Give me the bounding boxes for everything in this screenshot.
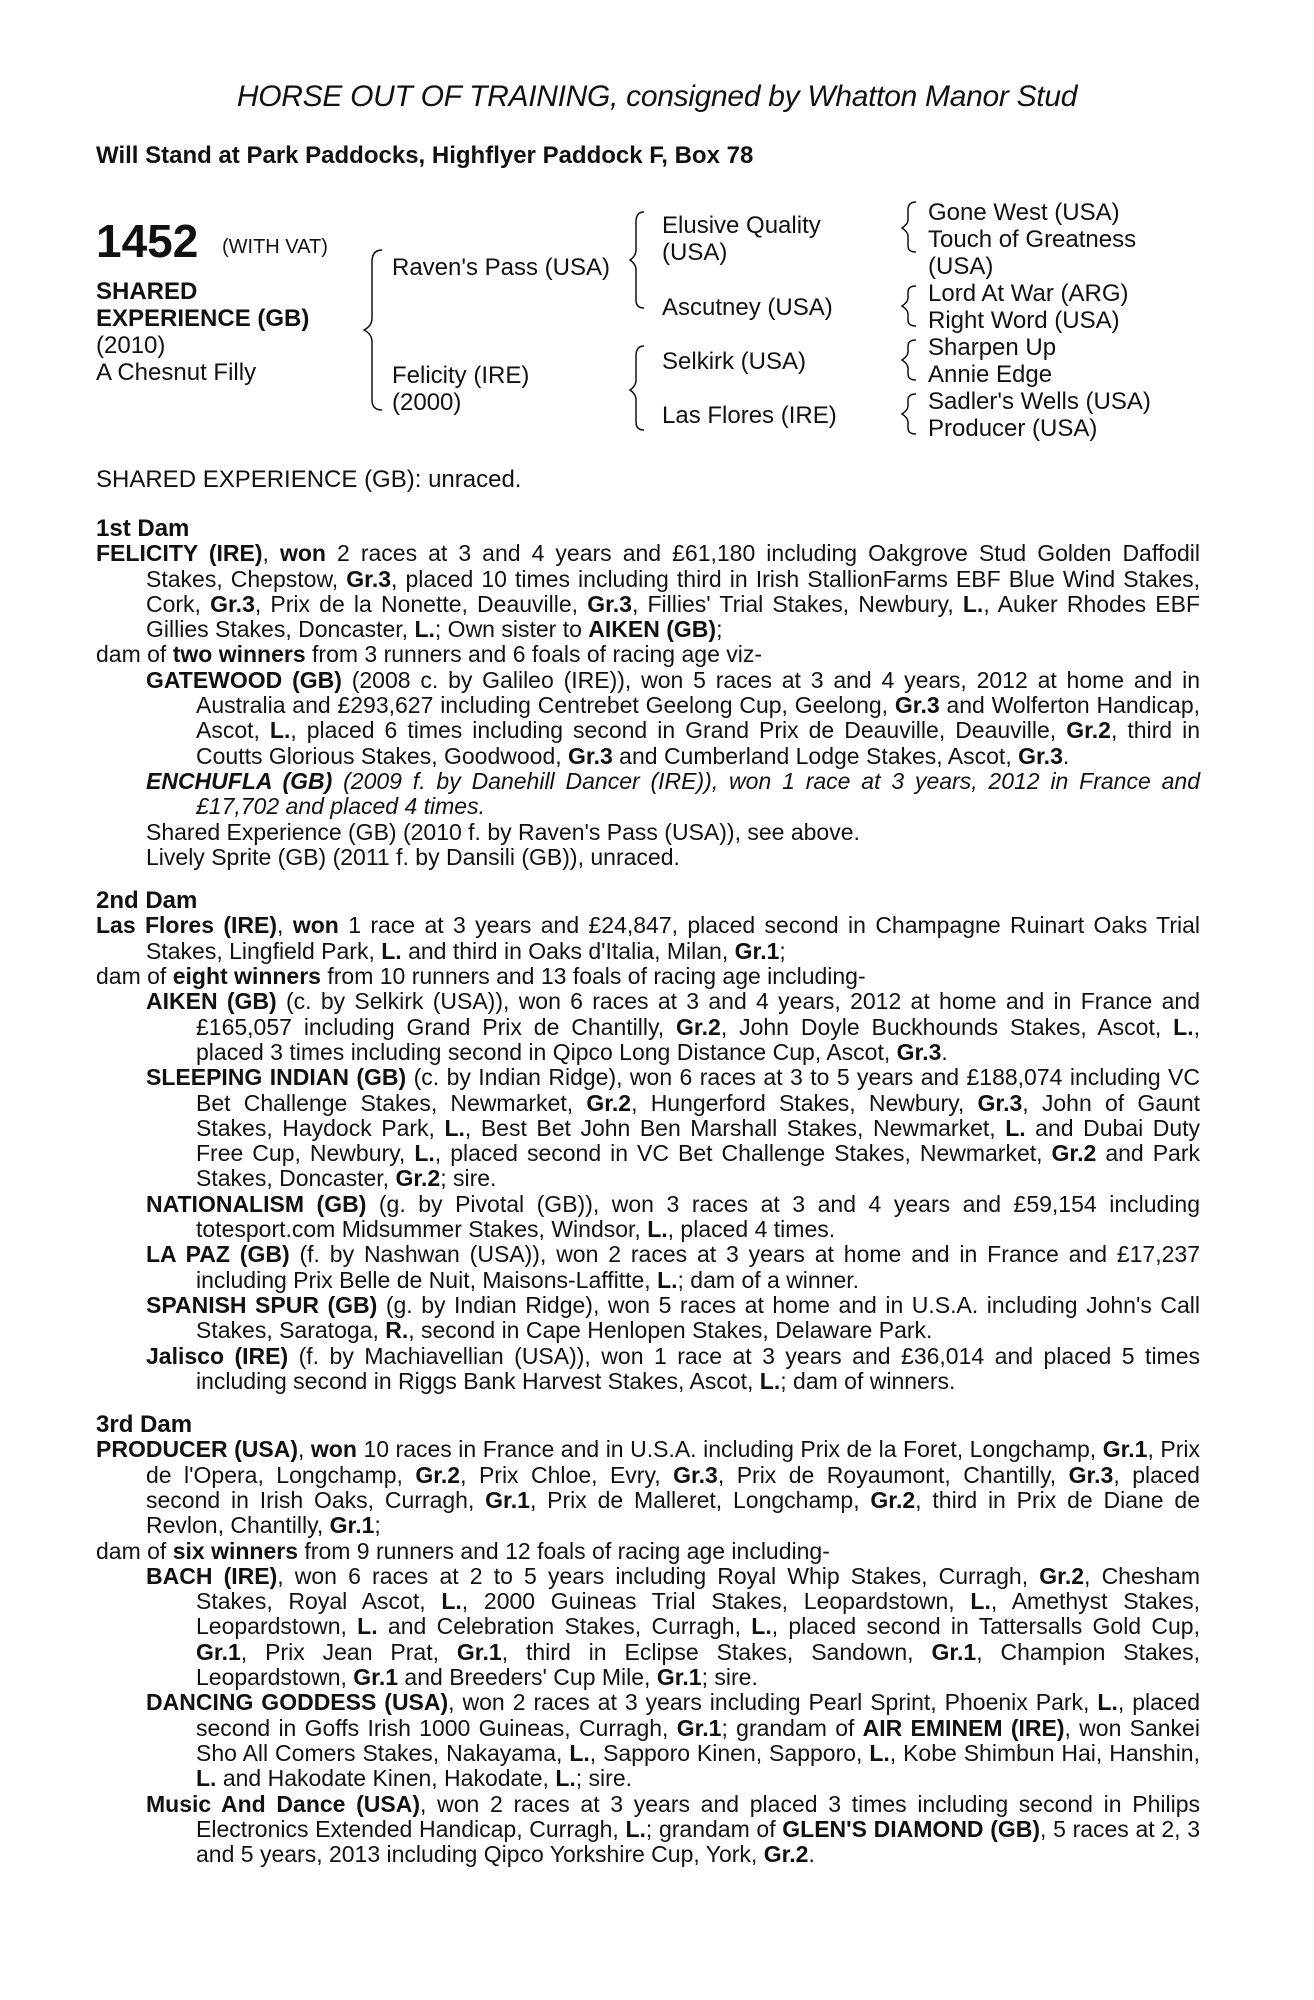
- dam3-heading: 3rd Dam: [96, 1411, 193, 1439]
- dam3-won: won: [310, 1436, 357, 1463]
- dam1-name: FELICITY (IRE): [96, 540, 263, 567]
- dam2-dam-of: dam of: [96, 963, 167, 990]
- bracket-gen1: [364, 250, 382, 410]
- gen3-4: Right Word (USA): [928, 307, 1120, 334]
- dam1-dam-of: dam of: [96, 641, 167, 668]
- dam-sire: Selkirk (USA): [662, 348, 807, 375]
- dam3-record: PRODUCER (USA), won 10 races in France and in U.S.A. including Prix de la Foret, Longchamp, Gr.1, Prix de l'Opera, Longchamp, Gr.2, Prix Chloe, Evry, Gr.3, Prix de Royaumont, Chantilly, Gr.3, placed second in Irish Oaks, Curragh, Gr.1, Prix de Malleret, Longchamp, Gr.2, third in Prix de Diane de Revlon, Chantilly, Gr.1;: [96, 1436, 1200, 1539]
- dam3-winners: six winners: [172, 1537, 298, 1564]
- dam1-produce-4: Lively Sprite (GB) (2011 f. by Dansili (GB)), unraced.: [146, 843, 680, 870]
- dam-name: Felicity (IRE): [392, 362, 530, 389]
- bracket-g1: [902, 202, 916, 252]
- gen3-5: Sharpen Up: [928, 334, 1057, 361]
- dam3-text: 10 races in France and in U.S.A. including Prix de la Foret, Longchamp, Gr.1, Prix de l'Opera, Longchamp, Gr.2, Prix Chloe, Evry, Gr.3, Prix de Royaumont, Chantilly, Gr.3, placed second in Irish Oaks, Curragh, Gr.1, Prix de Malleret, Longchamp, Gr.2, third in Prix de Diane de Revlon, Chantilly, Gr.1;: [146, 1436, 1200, 1539]
- dam3-produce-2: DANCING GODDESS (USA), won 2 races at 3 years including Pearl Sprint, Phoenix Park, L., placed second in Goffs Irish 1000 Guineas, Curragh, Gr.1; grandam of AIR EMINEM (IRE), won Sankei Sho All Comers Stakes, Nakayama, L., Sapporo Kinen, Sapporo, L., Kobe Shimbun Hai, Hanshin, L. and Hakodate Kinen, Hakodate, L.; sire.: [146, 1689, 1200, 1792]
- dam1-text: 2 races at 3 and 4 years and £61,180 including Oakgrove Stud Golden Daffodil Stakes, Chepstow, Gr.3, placed 10 times including third in Irish StallionFarms EBF Blue Wind Stakes, Cork, Gr.3, Prix de la Nonette, Deauville, Gr.3, Fillies' Trial Stakes, Newbury, L., Auker Rhodes EBF Gillies Stakes, Doncaster, L.; Own sister to AIKEN (GB);: [146, 540, 1201, 643]
- bracket-dam: [630, 346, 644, 430]
- dam1-produce-summary: [96, 642, 1200, 667]
- dam2-produce-2: SLEEPING INDIAN (GB) (c. by Indian Ridge), won 6 races at 3 to 5 years and £188,074 including VC Bet Challenge Stakes, Newmarket, Gr.2, Hungerford Stakes, Newbury, Gr.3, John of Gaunt Stakes, Haydock Park, L., Best Bet John Ben Marshall Stakes, Newmarket, L. and Dubai Duty Free Cup, Newbury, L., placed second in VC Bet Challenge Stakes, Newmarket, Gr.2 and Park Stakes, Doncaster, Gr.2; sire.: [146, 1064, 1201, 1192]
- gen3-6: Annie Edge: [928, 361, 1053, 388]
- dam3-produce-3: Music And Dance (USA), won 2 races at 3 years and placed 3 times including second in Philips Electronics Extended Handicap, Curragh, L.; grandam of GLEN'S DIAMOND (GB), 5 races at 2, 3 and 5 years, 2013 including Qipco Yorkshire Cup, York, Gr.2.: [146, 1790, 1201, 1868]
- dam1-record: FELICITY (IRE), won 2 races at 3 and 4 years and £61,180 including Oakgrove Stud Golden Daffodil Stakes, Chepstow, Gr.3, placed 10 times including third in Irish StallionFarms EBF Blue Wind Stakes, Cork, Gr.3, Prix de la Nonette, Deauville, Gr.3, Fillies' Trial Stakes, Newbury, L., Auker Rhodes EBF Gillies Stakes, Doncaster, L.; Own sister to AIKEN (GB);: [96, 540, 1201, 643]
- catalogue-body: [96, 516, 1200, 1867]
- gen3-2: Touch of Greatness: [928, 226, 1137, 253]
- dam3-produce-1: BACH (IRE), won 6 races at 2 to 5 years including Royal Whip Stakes, Curragh, Gr.2, Chesham Stakes, Royal Ascot, L., 2000 Guineas Trial Stakes, Leopardstown, L., Amethyst Stakes, Leopardstown, L. and Celebration Stakes, Curragh, L., placed second in Tattersalls Gold Cup, Gr.1, Prix Jean Prat, Gr.1, third in Eclipse Stakes, Sandown, Gr.1, Champion Stakes, Leopardstown, Gr.1 and Breeders' Cup Mile, Gr.1; sire.: [146, 1562, 1201, 1691]
- dam2-produce-3: NATIONALISM (GB) (g. by Pivotal (GB)), won 3 races at 3 and 4 years and £59,154 including totesport.com Midsummer Stakes, Windsor, L., placed 4 times.: [146, 1190, 1200, 1243]
- bracket-g4: [902, 394, 916, 434]
- sire-dam: Ascutney (USA): [662, 294, 833, 321]
- gen3-3: Lord At War (ARG): [928, 280, 1129, 307]
- dam3-runners: from 9 runners and 12 foals of racing age including-: [304, 1537, 830, 1564]
- horse-description: A Chesnut Filly: [96, 359, 257, 386]
- dam2-text: 1 race at 3 years and £24,847, placed second in Champagne Ruinart Oaks Trial Stakes, Lingfield Park, L. and third in Oaks d'Italia, Milan, Gr.1;: [146, 912, 1201, 964]
- sire-sire: [662, 212, 821, 266]
- dam: [392, 362, 529, 416]
- dam1-produce-2: ENCHUFLA (GB) (2009 f. by Danehill Dancer (IRE)), won 1 race at 3 years, 2012 in France and £17,702 and placed 4 times.: [146, 767, 1200, 820]
- dam2-name: Las Flores (IRE): [96, 912, 278, 939]
- dam2-won: won: [292, 912, 339, 939]
- sire: Raven's Pass (USA): [392, 254, 610, 281]
- dam2-produce-1: AIKEN (GB) (c. by Selkirk (USA)), won 6 races at 3 and 4 years, 2012 at home and in France and £165,057 including Grand Prix de Chantilly, Gr.2, John Doyle Buckhounds Stakes, Ascot, L., placed 3 times including second in Qipco Long Distance Cup, Ascot, Gr.3.: [146, 988, 1200, 1065]
- horse-year: (2010): [96, 332, 166, 359]
- dam1-runners: from 3 runners and 6 foals of racing age viz-: [312, 641, 763, 668]
- dam3-produce-summary: [96, 1539, 1200, 1564]
- dam2-winners: eight winners: [172, 963, 321, 990]
- dam2-produce-5: SPANISH SPUR (GB) (g. by Indian Ridge), won 5 races at home and in U.S.A. including John's Call Stakes, Saratoga, R., second in Cape Henlopen Stakes, Delaware Park.: [146, 1291, 1200, 1344]
- gen3-7: Sadler's Wells (USA): [928, 388, 1151, 415]
- dam2-produce-4: LA PAZ (GB) (f. by Nashwan (USA)), won 2 races at 3 years at home and in France and £17,237 including Prix Belle de Nuit, Maisons-Laffitte, L.; dam of a winner.: [146, 1241, 1200, 1293]
- dam1-produce-1: GATEWOOD (GB) (2008 c. by Galileo (IRE)), won 5 races at 3 and 4 years, 2012 at home and in Australia and £293,627 including Centrebet Geelong Cup, Geelong, Gr.3 and Wolferton Handicap, Ascot, L., placed 6 times including second in Grand Prix de Deauville, Deauville, Gr.2, third in Coutts Glorious Stakes, Goodwood, Gr.3 and Cumberland Lodge Stakes, Ascot, Gr.3.: [146, 666, 1201, 769]
- dam-dam: Las Flores (IRE): [662, 402, 837, 429]
- page-title: HORSE OUT OF TRAINING, consigned by Whatton Manor Stud: [236, 80, 1078, 113]
- bracket-g3: [902, 340, 916, 380]
- bracket-g2: [902, 286, 916, 326]
- dam1-winners: two winners: [172, 641, 306, 668]
- sire-sire-country: (USA): [662, 239, 728, 266]
- dam2-produce-summary: [96, 964, 1200, 989]
- dam3-name: PRODUCER (USA): [96, 1436, 299, 1463]
- gen3-column: [928, 199, 1151, 442]
- bracket-sire: [630, 212, 644, 308]
- dam1-heading: 1st Dam: [96, 515, 190, 542]
- dam-year: (2000): [392, 389, 462, 416]
- gen3-2b: (USA): [928, 253, 994, 280]
- dam2-heading: 2nd Dam: [96, 887, 198, 915]
- gen3-1: Gone West (USA): [928, 199, 1120, 226]
- race-summary: SHARED EXPERIENCE (GB): unraced.: [96, 466, 522, 493]
- horse-name-line1: SHARED: [96, 278, 198, 305]
- stand-location: Will Stand at Park Paddocks, Highflyer Paddock F, Box 78: [96, 142, 754, 169]
- dam1-produce-3: Shared Experience (GB) (2010 f. by Raven's Pass (USA)), see above.: [146, 818, 860, 845]
- lot-number: 1452: [96, 215, 199, 267]
- horse-name-line2: EXPERIENCE (GB): [96, 305, 310, 332]
- dam2-runners: from 10 runners and 13 foals of racing age including-: [327, 963, 866, 990]
- dam2-produce-6: Jalisco (IRE) (f. by Machiavellian (USA)), won 1 race at 3 years and £36,014 and placed 5 times including second in Riggs Bank Harvest Stakes, Ascot, L.; dam of winners.: [146, 1342, 1200, 1394]
- sire-sire-name: Elusive Quality: [662, 212, 821, 239]
- gen3-8: Producer (USA): [928, 415, 1098, 442]
- dam3-dam-of: dam of: [96, 1537, 167, 1564]
- dam1-won: won: [279, 540, 326, 567]
- lot-vat: (WITH VAT): [222, 236, 328, 258]
- dam2-record: Las Flores (IRE), won 1 race at 3 years and £24,847, placed second in Champagne Ruinart Oaks Trial Stakes, Lingfield Park, L. and third in Oaks d'Italia, Milan, Gr.1;: [96, 912, 1201, 964]
